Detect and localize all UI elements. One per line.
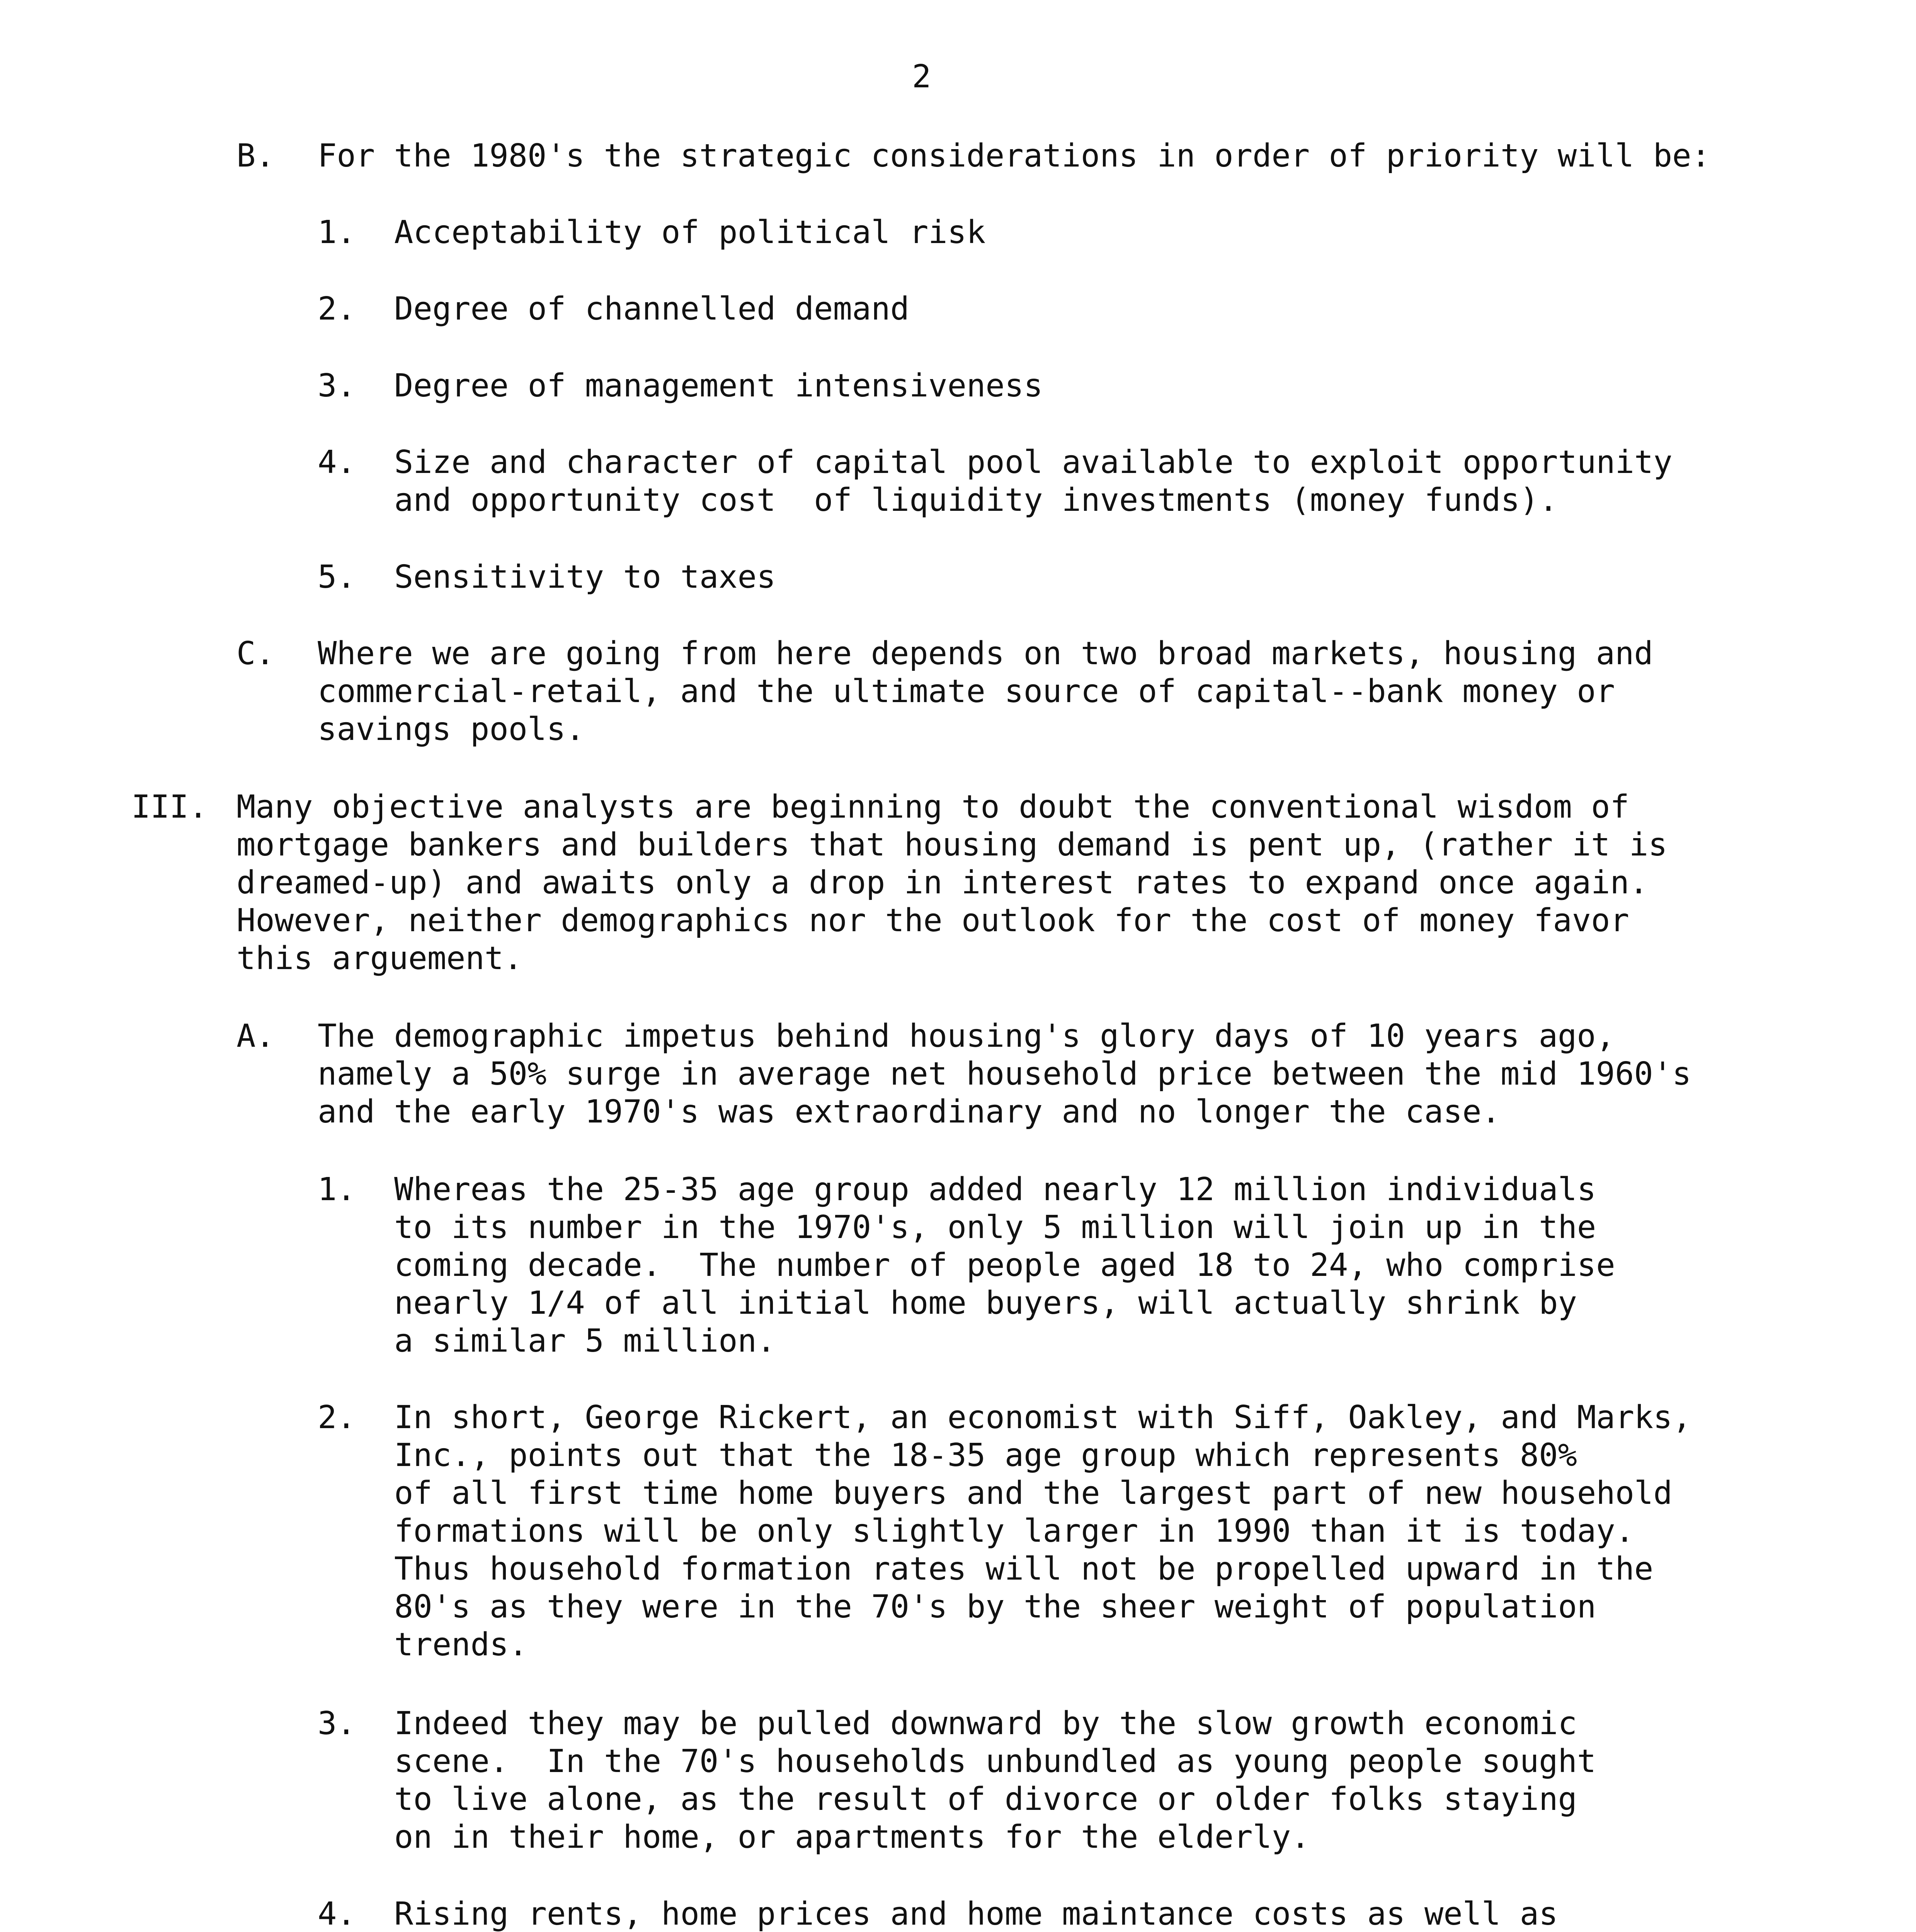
section-a-item-4-text: Rising rents, home prices and home maintance costs as well as [394,1896,1558,1932]
section-b-item-3-text: Degree of management intensiveness [394,367,1043,404]
section-a-item-2-text: In short, George Rickert, an economist with Siff, Oakley, and Marks, Inc., points out that the 18-35 age group which represents 80% of all first time home buyers and the largest part of new household formations will be only slightly larger in 1990 than it is today. Thus household formation rates will not be propelled upward in the 80's as they were in the 70's by the sheer weight of population trends. [394,1399,1692,1663]
section-a-item-3-text: Indeed they may be pulled downward by the slow growth economic scene. In the 70's households unbundled as young people sought to live alone, as the result of divorce or older folks staying on in their home, or apartments for the elderly. [394,1705,1596,1855]
section-b-item-5-number: 5. [318,559,356,595]
section-b-item-4-number: 4. [318,444,356,481]
page-number: 2 [912,58,931,95]
section-c-text: Where we are going from here depends on two broad markets, housing and commercial-retail, and the ultimate source of capital--bank money or savings pools. [318,635,1653,748]
section-a-item-2-number: 2. [318,1399,356,1436]
section-a-text: The demographic impetus behind housing's glory days of 10 years ago, namely a 50% surge in average net household price between the mid 1960's and the early 1970's was extraordinary and no longer the case. [318,1018,1691,1130]
section-b-item-5-text: Sensitivity to taxes [394,559,776,595]
section-b-item-4-text: Size and character of capital pool available to exploit opportunity and opportunity cost of liquidity investments (money funds). [394,444,1673,519]
section-a-item-3-number: 3. [318,1705,356,1742]
section-a-label: A. [237,1018,275,1054]
section-b-heading: For the 1980's the strategic considerations in order of priority will be: [318,138,1710,174]
section-iii-label: III. [131,789,208,825]
section-b-item-3-number: 3. [318,367,356,404]
section-b-item-1-number: 1. [318,214,356,251]
section-a-item-1-text: Whereas the 25-35 age group added nearly 12 million individuals to its number in the 1970's, only 5 million will join up in the coming decade. The number of people aged 18 to 24, who comprise nearly 1/4 of all initial home buyers, will actually shrink by a similar 5 million. [394,1171,1615,1359]
section-c-label: C. [237,635,275,672]
section-a-item-4-number: 4. [318,1896,356,1932]
section-a-item-1-number: 1. [318,1171,356,1208]
section-b-item-1-text: Acceptability of political risk [394,214,986,251]
section-iii-text: Many objective analysts are beginning to doubt the conventional wisdom of mortgage bankers and builders that housing demand is pent up, (rather it is dreamed-up) and awaits only a drop in interest rates to expand once again. However, neither demographics nor the outlook for the cost of money favor this arguement. [237,789,1668,977]
section-b-item-2-number: 2. [318,291,356,327]
section-b-item-2-text: Degree of channelled demand [394,291,909,327]
section-b-label: B. [237,138,275,174]
